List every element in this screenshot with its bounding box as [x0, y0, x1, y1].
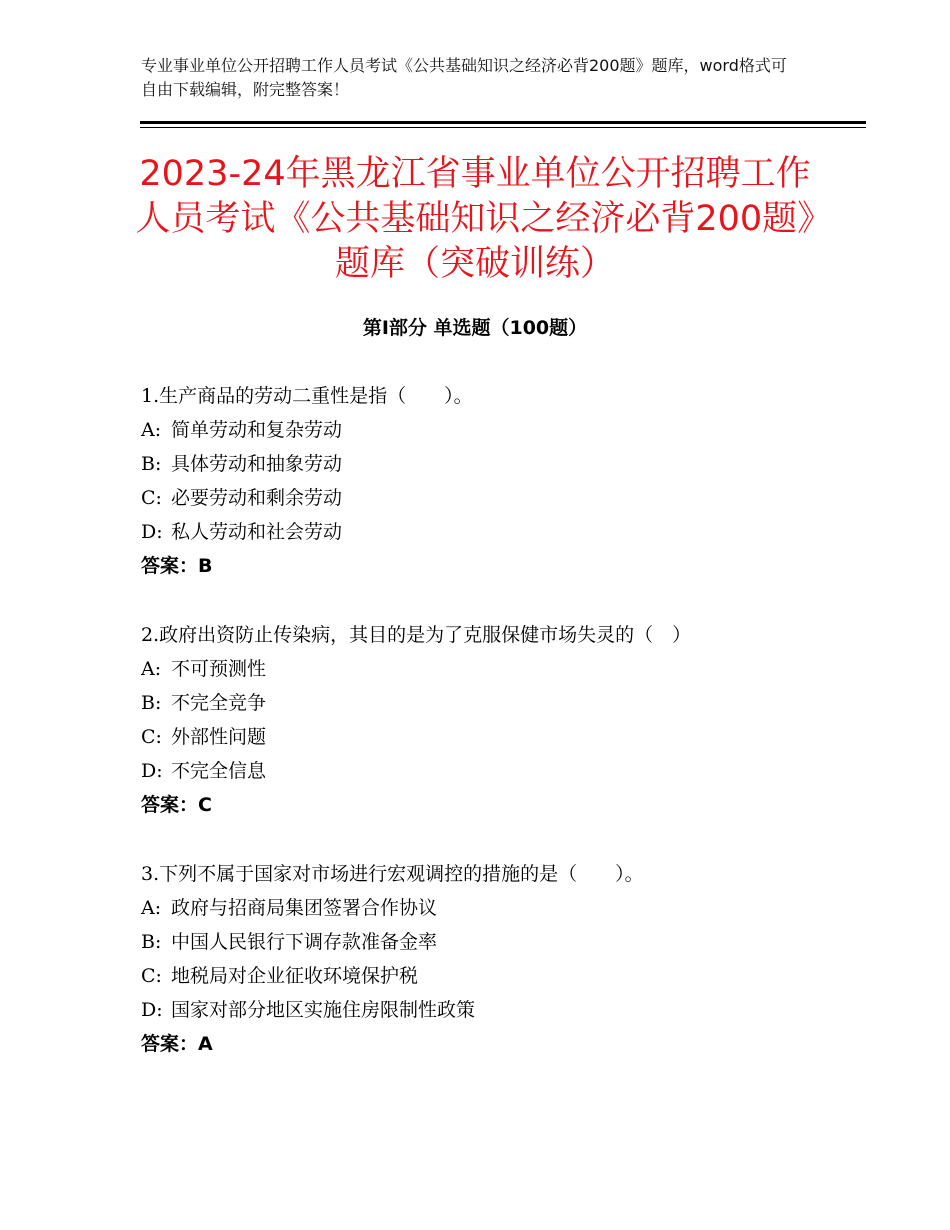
option-letter: A: [141, 897, 162, 919]
option-c [141, 959, 841, 993]
option-letter: A: [141, 658, 162, 680]
question-stem: 1.生产商品的劳动二重性是指（ ）。 [141, 385, 473, 407]
option-text: 私人劳动和社会劳动 [171, 521, 343, 543]
question-2 [141, 618, 841, 822]
option-letter: A: [141, 419, 162, 441]
option-b [141, 686, 841, 720]
option-a [141, 652, 841, 686]
option-b [141, 447, 841, 481]
option-c [141, 481, 841, 515]
answer-value: B [198, 555, 213, 577]
question-stem: 2.政府出资防止传染病，其目的是为了克服保健市场失灵的（ ） [141, 624, 692, 646]
answer-label: 答案： [141, 794, 199, 816]
option-letter: C: [141, 965, 162, 987]
header-note: 专业事业单位公开招聘工作人员考试《公共基础知识之经济必背200题》题库，word格式可自由下载编辑，附完整答案！ [141, 56, 787, 99]
option-letter: B: [141, 453, 162, 475]
option-text: 地税局对企业征收环境保护税 [171, 965, 419, 987]
option-text: 简单劳动和复杂劳动 [171, 419, 343, 441]
question-1 [141, 379, 841, 583]
option-text: 政府与招商局集团签署合作协议 [171, 897, 438, 919]
option-d [141, 993, 841, 1027]
answer-value: C [198, 794, 212, 816]
header-rule-thin [140, 127, 866, 128]
option-text: 不完全信息 [171, 760, 267, 782]
answer-label: 答案： [141, 555, 199, 577]
answer-line [141, 1027, 841, 1061]
header-rule-thick [140, 121, 866, 124]
option-letter: D: [141, 521, 163, 543]
option-a [141, 413, 841, 447]
option-text: 不可预测性 [171, 658, 267, 680]
option-text: 具体劳动和抽象劳动 [171, 453, 343, 475]
answer-line [141, 788, 841, 822]
question-stem: 3.下列不属于国家对市场进行宏观调控的措施的是（ ）。 [141, 863, 644, 885]
option-text: 中国人民银行下调存款准备金率 [171, 931, 438, 953]
question-3 [141, 857, 841, 1061]
answer-line [141, 549, 841, 583]
option-d [141, 515, 841, 549]
option-a [141, 891, 841, 925]
option-text: 国家对部分地区实施住房限制性政策 [171, 999, 476, 1021]
section-heading: 第Ⅰ部分 单选题（100题） [362, 317, 588, 339]
answer-value: A [198, 1033, 213, 1055]
option-letter: B: [141, 692, 162, 714]
option-letter: C: [141, 487, 162, 509]
answer-label: 答案： [141, 1033, 199, 1055]
option-text: 不完全竞争 [171, 692, 267, 714]
option-c [141, 720, 841, 754]
option-letter: B: [141, 931, 162, 953]
document-title: 2023-24年黑龙江省事业单位公开招聘工作人员考试《公共基础知识之经济必背200题》题库（突破训练） [135, 154, 815, 284]
option-letter: D: [141, 999, 163, 1021]
option-d [141, 754, 841, 788]
option-b [141, 925, 841, 959]
option-letter: C: [141, 726, 162, 748]
option-text: 外部性问题 [171, 726, 267, 748]
option-letter: D: [141, 760, 163, 782]
option-text: 必要劳动和剩余劳动 [171, 487, 343, 509]
